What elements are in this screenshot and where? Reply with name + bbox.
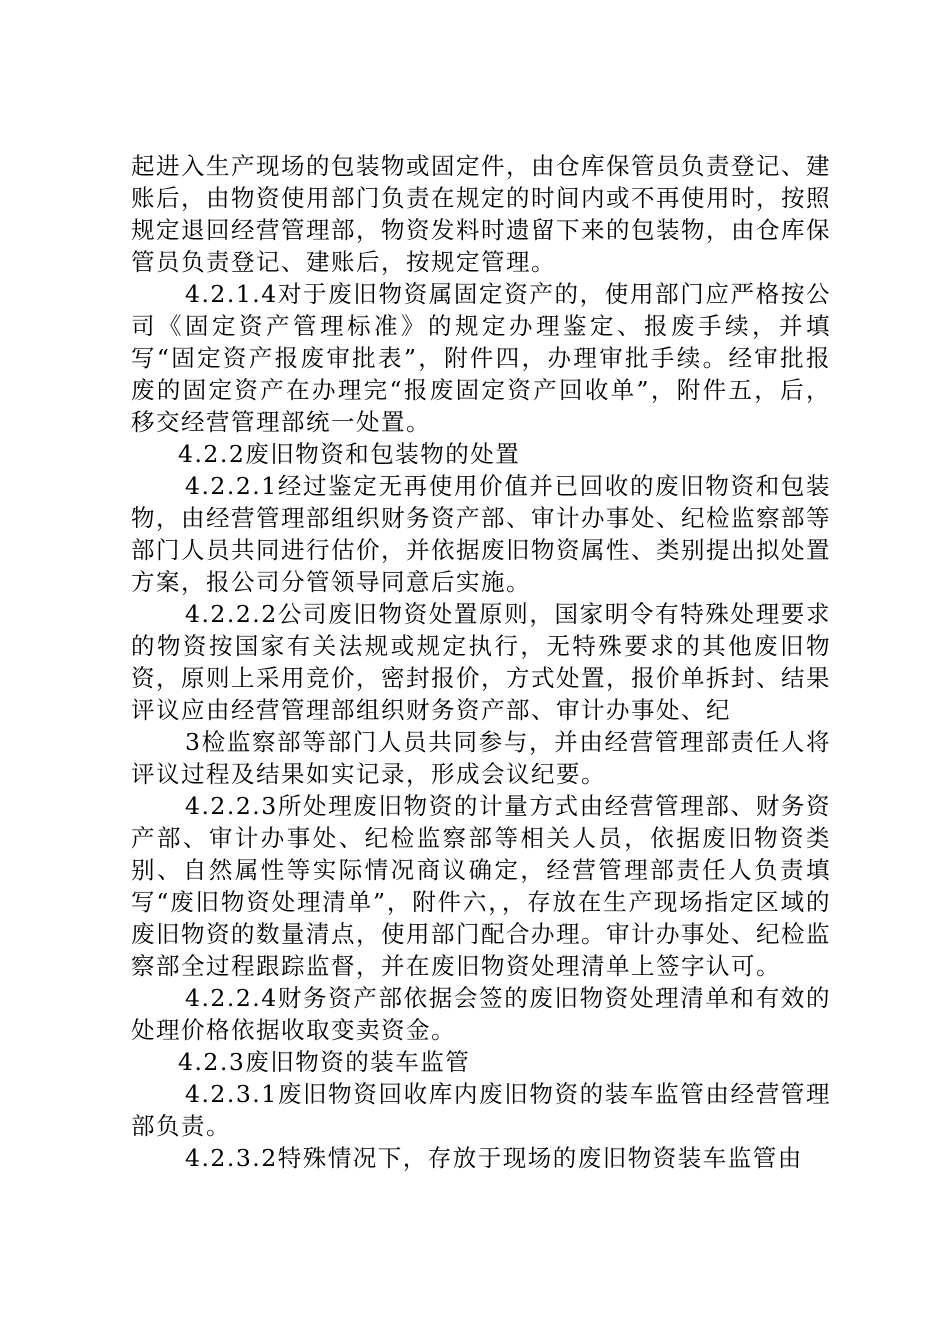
paragraph-4-2-1-4: 4.2.1.4对于废旧物资属固定资产的，使用部门应严格按公司《固定资产管理标准》的规定办理鉴定、报废手续，并填写“固定资产报废审批表”，附件四，办理审批手续。经审批报废的固定资产在办理完“报废固定资产回收单”，附件五，后，移交经营管理部统一处置。 (131, 280, 831, 436)
paragraph-4-2-2-4: 4.2.2.4财务资产部依据会签的废旧物资处理清单和有效的处理价格依据收取变卖资金。 (131, 984, 831, 1044)
section-heading-4-2-2: 4.2.2废旧物资和包装物的处置 (178, 440, 521, 468)
paragraph-4-2-2-1: 4.2.2.1经过鉴定无再使用价值并已回收的废旧物资和包装物，由经营管理部组织财务资产部、审计办事处、纪检监察部等部门人员共同进行估价，并依据废旧物资属性、类别提出拟处置方案，报公司分管领导同意后实施。 (131, 472, 831, 596)
paragraph-4-2-3-2: 4.2.3.2特殊情况下，存放于现场的废旧物资装车监管由 (185, 1144, 803, 1172)
paragraph-page-break-continuation: 3检监察部等部门人员共同参与，并由经营管理部责任人将评议过程及结果如实记录，形成会议纪要。 (131, 728, 831, 788)
section-heading-4-2-3: 4.2.3废旧物资的装车监管 (178, 1048, 471, 1076)
paragraph-4-2-3-1: 4.2.3.1废旧物资回收库内废旧物资的装车监管由经营管理部负责。 (131, 1080, 831, 1140)
document-body (131, 150, 831, 1174)
paragraph-4-2-2-3: 4.2.2.3所处理废旧物资的计量方式由经营管理部、财务资产部、审计办事处、纪检监察部等相关人员，依据废旧物资类别、自然属性等实际情况商议确定，经营管理部责任人负责填写“废旧物资处理清单”，附件六，，存放在生产现场指定区域的废旧物资的数量清点，使用部门配合办理。审计办事处、纪检监察部全过程跟踪监督，并在废旧物资处理清单上签字认可。 (131, 792, 831, 980)
paragraph-4-2-2-2: 4.2.2.2公司废旧物资处置原则，国家明令有特殊处理要求的物资按国家有关法规或规定执行，无特殊要求的其他废旧物资，原则上采用竞价，密封报价，方式处置，报价单拆封、结果评议应由经营管理部组织财务资产部、审计办事处、纪 (131, 600, 831, 724)
paragraph-continuation: 起进入生产现场的包装物或固定件，由仓库保管员负责登记、建账后，由物资使用部门负责在规定的时间内或不再使用时，按照规定退回经营管理部，物资发料时遗留下来的包装物，由仓库保管员负责登记、建账后，按规定管理。 (131, 152, 831, 276)
